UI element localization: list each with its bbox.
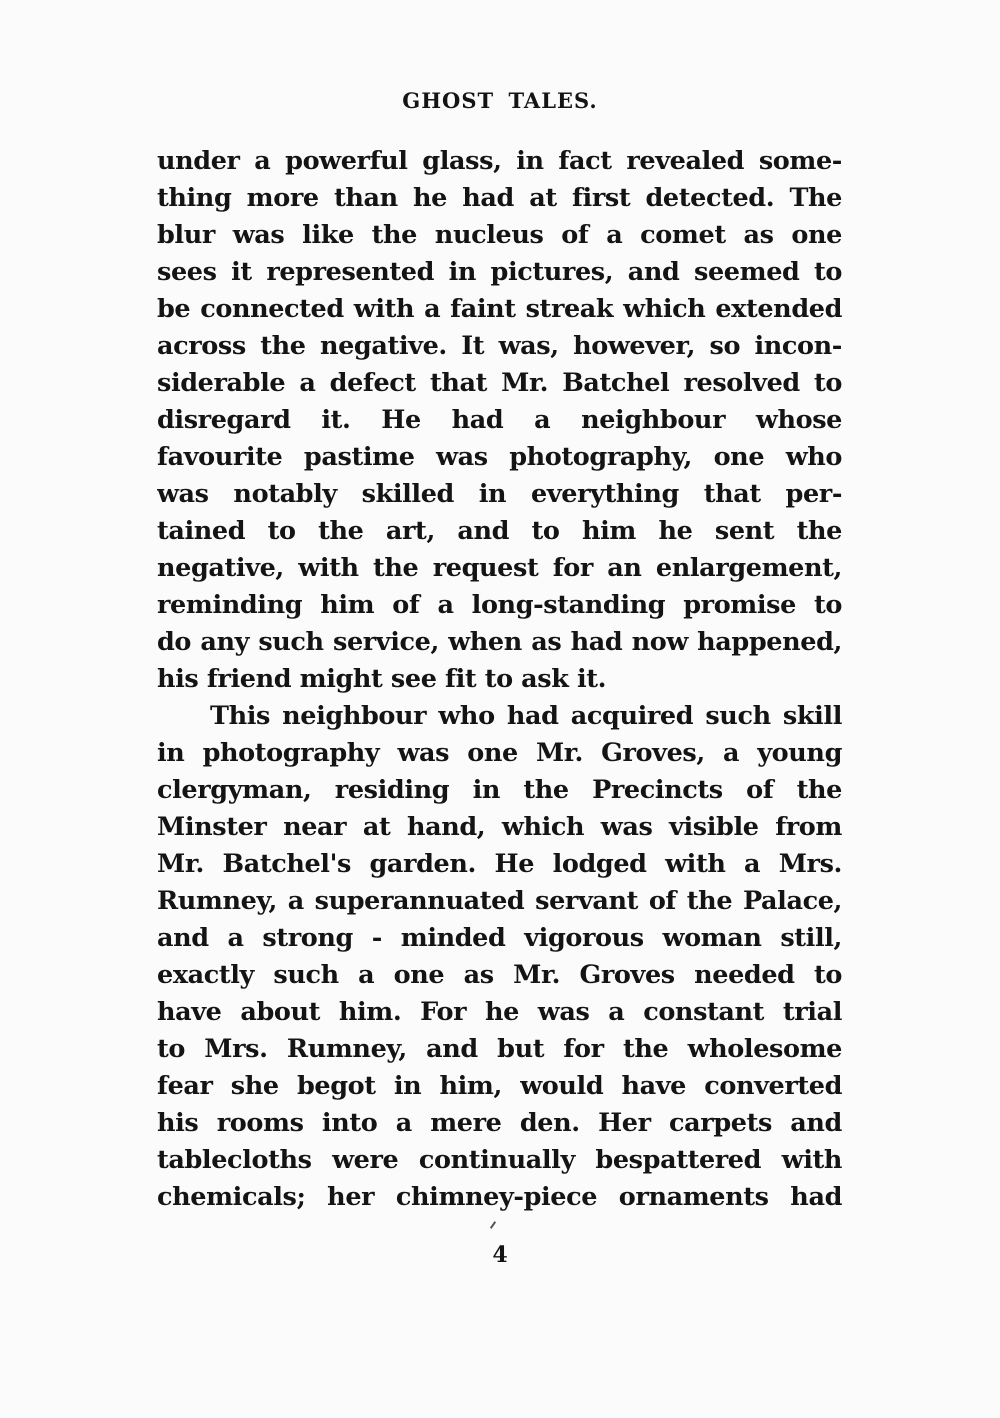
text-line: This neighbour who had acquired such skill bbox=[210, 701, 842, 731]
text-line: reminding him of a long-standing promise to bbox=[157, 590, 842, 620]
text-line: was notably skilled in everything that per- bbox=[157, 479, 842, 509]
text-line: in photography was one Mr. Groves, a young bbox=[157, 738, 842, 768]
text-line: clergyman, residing in the Precincts of the bbox=[157, 775, 842, 805]
text-line: Minster near at hand, which was visible from bbox=[157, 812, 842, 842]
text-line: siderable a defect that Mr. Batchel resolved to bbox=[157, 368, 842, 398]
text-line: disregard it. He had a neighbour whose bbox=[157, 405, 842, 435]
text-line: sees it represented in pictures, and seemed to bbox=[157, 257, 842, 287]
page-number: 4 bbox=[492, 1242, 508, 1268]
text-line: across the negative. It was, however, so incon- bbox=[157, 331, 842, 361]
text-line: his rooms into a mere den. Her carpets and bbox=[157, 1108, 842, 1138]
text-line: and a strong - minded vigorous woman still, bbox=[157, 923, 842, 953]
text-line: thing more than he had at first detected. The bbox=[157, 183, 842, 213]
text-line: under a powerful glass, in fact revealed some- bbox=[157, 146, 842, 176]
text-line: have about him. For he was a constant trial bbox=[157, 997, 842, 1027]
stray-ink-mark bbox=[490, 1221, 496, 1229]
body-text bbox=[157, 143, 842, 1216]
text-line: fear she begot in him, would have converted bbox=[157, 1071, 842, 1101]
text-line: his friend might see fit to ask it. bbox=[157, 664, 607, 694]
text-line: be connected with a faint streak which extended bbox=[157, 294, 842, 324]
text-line: exactly such a one as Mr. Groves needed to bbox=[157, 960, 842, 990]
text-line: favourite pastime was photography, one who bbox=[157, 442, 842, 472]
text-line: Mr. Batchel's garden. He lodged with a Mrs. bbox=[157, 849, 842, 879]
text-line: tained to the art, and to him he sent the bbox=[157, 516, 842, 546]
text-line: to Mrs. Rumney, and but for the wholesome bbox=[157, 1034, 842, 1064]
text-line: chemicals; her chimney-piece ornaments had bbox=[157, 1182, 842, 1212]
text-line: blur was like the nucleus of a comet as one bbox=[157, 220, 842, 250]
text-line: do any such service, when as had now happened, bbox=[157, 627, 842, 657]
text-line: negative, with the request for an enlargement, bbox=[157, 553, 842, 583]
text-line: Rumney, a superannuated servant of the Palace, bbox=[157, 886, 842, 916]
text-line: tablecloths were continually bespattered with bbox=[157, 1145, 842, 1175]
running-header: GHOST TALES. bbox=[402, 88, 598, 113]
